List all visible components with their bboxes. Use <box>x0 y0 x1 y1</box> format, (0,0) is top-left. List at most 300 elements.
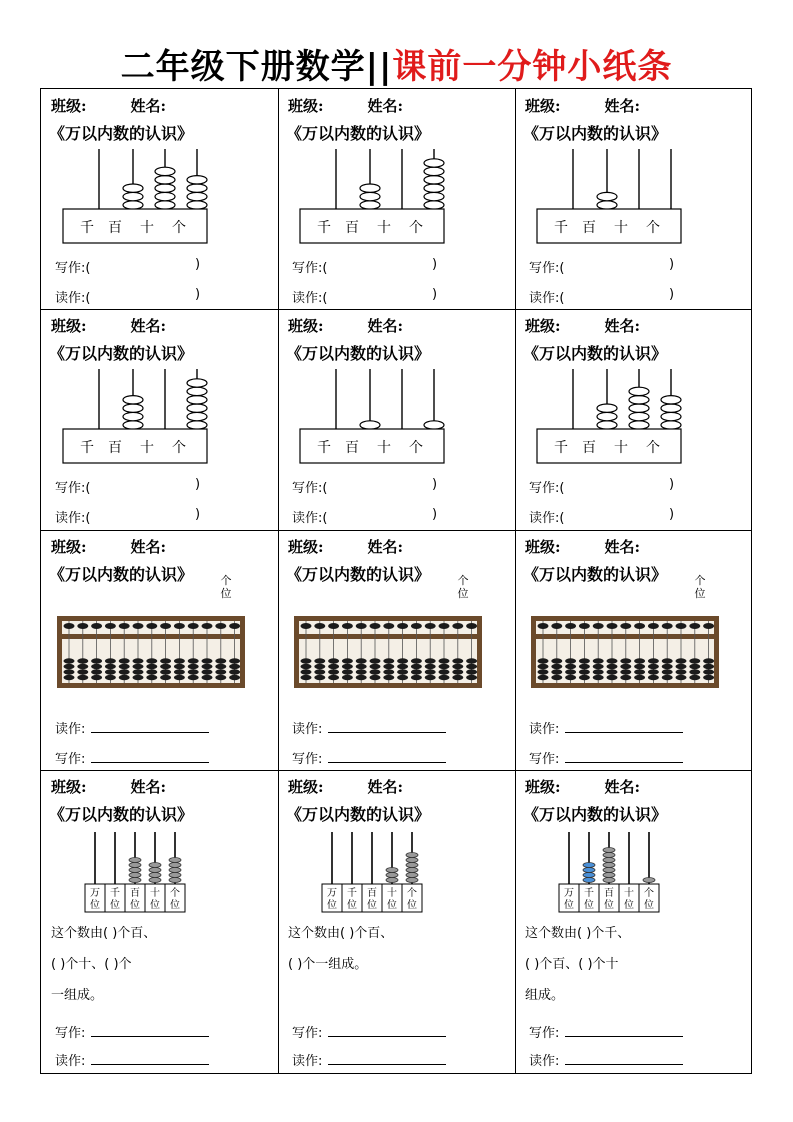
abacus-bead <box>466 675 477 680</box>
worksheet-cell <box>515 530 752 770</box>
cell-header <box>51 315 166 336</box>
abacus-bead <box>597 192 617 200</box>
place-label: 千 <box>554 220 568 236</box>
read-answer-line: 读作:( ) <box>55 507 201 526</box>
abacus-bead <box>593 664 604 669</box>
question-text: ( )个百、( )个十 <box>525 957 619 972</box>
worksheet-cell <box>41 89 278 309</box>
abacus-bead <box>146 664 157 669</box>
abacus-bead <box>597 404 617 412</box>
abacus-bead <box>301 658 312 663</box>
class-label: 班级: <box>51 538 87 556</box>
abacus-bead <box>452 675 463 680</box>
abacus-bead <box>424 421 444 429</box>
place-label: 百 <box>108 220 122 236</box>
abacus-bead <box>593 669 604 674</box>
abacus-bead <box>328 658 339 663</box>
abacus-bead <box>202 669 213 674</box>
abacus-bead <box>187 192 207 200</box>
abacus-bead <box>603 878 615 883</box>
place-label: 千 <box>347 888 357 899</box>
worksheet-cell <box>515 309 752 530</box>
place-label: 万 <box>90 888 100 899</box>
abacus-bead <box>314 675 325 680</box>
abacus-bead <box>360 201 380 209</box>
cell-header <box>51 536 166 557</box>
abacus-bead <box>370 669 381 674</box>
read-answer-line: 读作:( ) <box>292 287 438 306</box>
abacus-bead <box>661 396 681 404</box>
abacus-bead <box>169 878 181 883</box>
abacus-bead <box>689 675 700 680</box>
abacus-bead <box>105 658 116 663</box>
abacus-bead <box>629 387 649 395</box>
place-label: 位 <box>387 900 397 911</box>
class-label: 班级: <box>525 97 561 115</box>
abacus-bead <box>583 863 595 868</box>
abacus-bead <box>383 658 394 663</box>
cell-header <box>51 95 166 116</box>
abacus-bead <box>466 623 477 629</box>
place-label: 千 <box>554 440 568 456</box>
abacus-bead <box>149 873 161 878</box>
class-label: 班级: <box>288 778 324 796</box>
abacus-bead <box>383 675 394 680</box>
abacus-bead <box>411 664 422 669</box>
abacus-bead <box>538 675 549 680</box>
write-answer-line: 写作: <box>292 1022 446 1041</box>
abacus-bead <box>174 664 185 669</box>
place-label: 个 <box>172 440 186 456</box>
abacus-bead <box>603 873 615 878</box>
abacus-bead <box>215 669 226 674</box>
abacus-bead <box>425 669 436 674</box>
write-answer-line: 写作: <box>55 748 209 767</box>
abacus-bead <box>229 658 240 663</box>
abacus-bead <box>397 623 408 629</box>
abacus-bead <box>133 658 144 663</box>
abacus-bead <box>370 658 381 663</box>
abacus-bead <box>565 664 576 669</box>
place-label: 百 <box>582 440 596 456</box>
abacus-bead <box>425 623 436 629</box>
abacus-bead <box>188 664 199 669</box>
abacus-bead <box>105 623 116 629</box>
worksheet-cell <box>278 770 515 1074</box>
abacus-bead <box>565 658 576 663</box>
abacus-bead <box>215 675 226 680</box>
abacus-bead <box>703 623 714 629</box>
abacus-bead <box>565 675 576 680</box>
abacus-bead <box>215 658 226 663</box>
abacus-bead <box>603 868 615 873</box>
abacus-bead <box>91 664 102 669</box>
abacus-bead <box>607 669 618 674</box>
place-label: 位 <box>347 900 357 911</box>
abacus-bead <box>105 664 116 669</box>
abacus-bead <box>662 664 673 669</box>
abacus-bead <box>439 669 450 674</box>
abacus-bead <box>538 664 549 669</box>
abacus-bead <box>452 664 463 669</box>
abacus-bead <box>123 184 143 192</box>
abacus-bead <box>77 669 88 674</box>
worksheet-cell <box>41 530 278 770</box>
abacus-bead <box>64 669 75 674</box>
abacus-bead <box>538 658 549 663</box>
abacus-beam <box>299 634 477 639</box>
cell-header <box>525 776 640 797</box>
abacus-bead <box>328 675 339 680</box>
abacus-bead <box>119 675 130 680</box>
abacus-bead <box>583 878 595 883</box>
abacus-bead <box>425 658 436 663</box>
abacus-bead <box>119 669 130 674</box>
place-label: 百 <box>604 888 614 899</box>
abacus-bead <box>634 658 645 663</box>
abacus-bead <box>187 404 207 412</box>
place-label: 十 <box>624 888 634 899</box>
abacus-diagram <box>57 143 257 253</box>
abacus-bead <box>133 664 144 669</box>
cell-header <box>525 315 640 336</box>
cell-header <box>51 776 166 797</box>
abacus-bead <box>146 669 157 674</box>
abacus-bead <box>155 192 175 200</box>
place-label: 位 <box>150 900 160 911</box>
abacus-bead <box>91 669 102 674</box>
abacus-bead <box>397 664 408 669</box>
abacus-bead <box>411 658 422 663</box>
abacus-bead <box>597 421 617 429</box>
cell-topic: 《万以内数的认识》 <box>286 124 431 143</box>
abacus-diagram <box>551 828 711 918</box>
abacus-bead <box>386 868 398 873</box>
abacus-bead <box>146 623 157 629</box>
place-label: 个 <box>170 888 180 899</box>
worksheet-grid <box>40 88 752 1074</box>
abacus-bead <box>77 664 88 669</box>
place-label: 位 <box>644 900 654 911</box>
abacus-bead <box>629 412 649 420</box>
abacus-bead <box>406 873 418 878</box>
place-label: 十 <box>387 888 397 899</box>
abacus-bead <box>593 675 604 680</box>
abacus-bead <box>342 675 353 680</box>
place-label: 个 <box>646 220 660 236</box>
place-label: 个 <box>409 440 423 456</box>
abacus-bead <box>301 675 312 680</box>
question-text: ( )个十、( )个 <box>51 957 132 972</box>
place-label: 位 <box>327 900 337 911</box>
worksheet-cell <box>278 89 515 309</box>
question-text: 这个数由( )个百、 <box>288 926 394 941</box>
abacus-bead <box>579 675 590 680</box>
write-answer-line: 写作:( ) <box>55 257 201 276</box>
abacus-bead <box>229 669 240 674</box>
chinese-abacus-image <box>57 616 245 688</box>
abacus-bead <box>155 201 175 209</box>
abacus-bead <box>452 623 463 629</box>
abacus-bead <box>91 658 102 663</box>
abacus-bead <box>439 623 450 629</box>
abacus-bead <box>328 623 339 629</box>
abacus-diagram <box>531 143 731 253</box>
name-label: 姓名: <box>604 538 641 556</box>
write-answer-line: 写作:( ) <box>292 257 438 276</box>
abacus-bead <box>64 675 75 680</box>
place-label: 十 <box>140 220 154 236</box>
abacus-bead <box>620 669 631 674</box>
abacus-bead <box>314 664 325 669</box>
abacus-bead <box>579 664 590 669</box>
abacus-bead <box>620 658 631 663</box>
worksheet-cell <box>41 309 278 530</box>
abacus-bead <box>314 623 325 629</box>
abacus-bead <box>424 176 444 184</box>
name-label: 姓名: <box>130 538 167 556</box>
place-label: 千 <box>80 220 94 236</box>
read-answer-line: 读作:( ) <box>529 507 675 526</box>
abacus-bead <box>342 664 353 669</box>
abacus-bead <box>169 868 181 873</box>
read-answer-line: 读作: <box>55 718 209 737</box>
abacus-bead <box>703 664 714 669</box>
place-label: 百 <box>345 440 359 456</box>
write-answer-line: 写作: <box>55 1022 209 1041</box>
abacus-bead <box>129 863 141 868</box>
cell-topic: 《万以内数的认识》 <box>49 124 194 143</box>
abacus-bead <box>328 664 339 669</box>
abacus-bead <box>689 664 700 669</box>
abacus-bead <box>187 412 207 420</box>
abacus-bead <box>439 658 450 663</box>
place-label: 十 <box>140 440 154 456</box>
abacus-bead <box>411 669 422 674</box>
abacus-bead <box>342 658 353 663</box>
abacus-bead <box>123 396 143 404</box>
abacus-bead <box>174 623 185 629</box>
abacus-bead <box>603 853 615 858</box>
abacus-bead <box>370 675 381 680</box>
abacus-bead <box>648 669 659 674</box>
cell-topic: 《万以内数的认识》 <box>286 805 431 824</box>
place-label: 百 <box>582 220 596 236</box>
name-label: 姓名: <box>130 778 167 796</box>
abacus-bead <box>551 658 562 663</box>
abacus-bead <box>538 623 549 629</box>
abacus-beam <box>536 634 714 639</box>
abacus-bead <box>314 669 325 674</box>
abacus-bead <box>155 167 175 175</box>
abacus-bead <box>146 658 157 663</box>
cell-topic: 《万以内数的认识》 <box>523 124 668 143</box>
abacus-bead <box>356 623 367 629</box>
page-title: 二年级下册数学||课前一分钟小纸条 <box>120 47 673 87</box>
read-answer-line: 读作:( ) <box>529 287 675 306</box>
abacus-bead <box>149 878 161 883</box>
abacus-bead <box>342 669 353 674</box>
cell-topic: 《万以内数的认识》 <box>49 344 194 363</box>
read-answer-line: 读作: <box>529 718 683 737</box>
abacus-bead <box>91 675 102 680</box>
abacus-bead <box>129 878 141 883</box>
question-text: 这个数由( )个百、 <box>51 926 157 941</box>
abacus-bead <box>64 623 75 629</box>
abacus-bead <box>466 658 477 663</box>
abacus-bead <box>397 675 408 680</box>
place-label: 千 <box>80 440 94 456</box>
abacus-bead <box>676 664 687 669</box>
place-label: 百 <box>367 888 377 899</box>
worksheet-cell <box>515 89 752 309</box>
abacus-bead <box>397 669 408 674</box>
class-label: 班级: <box>525 778 561 796</box>
abacus-bead <box>215 664 226 669</box>
abacus-bead <box>133 669 144 674</box>
abacus-bead <box>202 675 213 680</box>
abacus-bead <box>439 664 450 669</box>
read-answer-line: 读作: <box>292 718 446 737</box>
abacus-bead <box>466 669 477 674</box>
abacus-bead <box>424 192 444 200</box>
chinese-abacus-image <box>531 616 719 688</box>
class-label: 班级: <box>51 317 87 335</box>
place-label: 位 <box>170 900 180 911</box>
abacus-bead <box>662 669 673 674</box>
abacus-bead <box>551 623 562 629</box>
abacus-bead <box>356 664 367 669</box>
abacus-bead <box>661 412 681 420</box>
cell-header <box>288 776 403 797</box>
write-answer-line: 写作: <box>292 748 446 767</box>
abacus-bead <box>648 664 659 669</box>
place-label: 位 <box>367 900 377 911</box>
place-label: 千 <box>584 888 594 899</box>
abacus-bead <box>301 669 312 674</box>
place-label: 位 <box>604 900 614 911</box>
place-label: 十 <box>614 440 628 456</box>
place-label: 位 <box>584 900 594 911</box>
cell-header <box>525 536 640 557</box>
worksheet-cell <box>515 770 752 1074</box>
abacus-diagram <box>294 143 494 253</box>
abacus-bead <box>133 623 144 629</box>
abacus-bead <box>188 623 199 629</box>
abacus-bead <box>187 379 207 387</box>
cell-topic: 《万以内数的认识》 <box>286 565 431 584</box>
abacus-bead <box>593 658 604 663</box>
abacus-bead <box>328 669 339 674</box>
cell-topic: 《万以内数的认识》 <box>523 565 668 584</box>
abacus-bead <box>119 658 130 663</box>
abacus-bead <box>565 669 576 674</box>
abacus-bead <box>703 669 714 674</box>
abacus-bead <box>662 623 673 629</box>
abacus-bead <box>360 192 380 200</box>
abacus-bead <box>187 176 207 184</box>
abacus-bead <box>123 412 143 420</box>
abacus-bead <box>360 184 380 192</box>
write-answer-line: 写作:( ) <box>55 477 201 496</box>
abacus-bead <box>648 675 659 680</box>
abacus-bead <box>629 404 649 412</box>
abacus-bead <box>386 873 398 878</box>
abacus-bead <box>174 658 185 663</box>
abacus-bead <box>160 623 171 629</box>
abacus-bead <box>406 853 418 858</box>
place-label: 个 <box>644 888 654 899</box>
abacus-bead <box>123 404 143 412</box>
abacus-bead <box>424 159 444 167</box>
class-label: 班级: <box>288 97 324 115</box>
cell-topic: 《万以内数的认识》 <box>523 344 668 363</box>
abacus-bead <box>383 669 394 674</box>
place-label: 十 <box>377 440 391 456</box>
abacus-bead <box>676 675 687 680</box>
abacus-bead <box>406 868 418 873</box>
chinese-abacus-image <box>294 616 482 688</box>
abacus-bead <box>397 658 408 663</box>
abacus-bead <box>703 675 714 680</box>
class-label: 班级: <box>525 538 561 556</box>
abacus-bead <box>593 623 604 629</box>
name-label: 姓名: <box>367 538 404 556</box>
cell-topic: 《万以内数的认识》 <box>49 565 194 584</box>
abacus-bead <box>77 675 88 680</box>
abacus-bead <box>551 669 562 674</box>
write-answer-line: 写作:( ) <box>292 477 438 496</box>
abacus-bead <box>133 675 144 680</box>
question-text: 这个数由( )个千、 <box>525 926 631 941</box>
abacus-bead <box>439 675 450 680</box>
ones-place-label: 个位 <box>220 574 232 600</box>
write-answer-line: 写作: <box>529 748 683 767</box>
place-label: 百 <box>130 888 140 899</box>
abacus-bead <box>188 675 199 680</box>
abacus-diagram <box>57 363 257 473</box>
abacus-bead <box>174 675 185 680</box>
abacus-bead <box>634 675 645 680</box>
abacus-bead <box>229 664 240 669</box>
abacus-bead <box>406 863 418 868</box>
abacus-bead <box>383 623 394 629</box>
abacus-bead <box>187 396 207 404</box>
abacus-bead <box>169 858 181 863</box>
abacus-bead <box>597 201 617 209</box>
abacus-bead <box>149 868 161 873</box>
cell-header <box>525 95 640 116</box>
abacus-bead <box>119 664 130 669</box>
class-label: 班级: <box>288 317 324 335</box>
abacus-bead <box>229 675 240 680</box>
place-label: 个 <box>646 440 660 456</box>
abacus-bead <box>597 412 617 420</box>
abacus-bead <box>676 658 687 663</box>
abacus-bead <box>301 623 312 629</box>
cell-topic: 《万以内数的认识》 <box>523 805 668 824</box>
abacus-bead <box>155 176 175 184</box>
name-label: 姓名: <box>130 97 167 115</box>
abacus-bead <box>620 664 631 669</box>
abacus-bead <box>689 658 700 663</box>
abacus-bead <box>149 863 161 868</box>
abacus-bead <box>466 664 477 669</box>
abacus-bead <box>689 623 700 629</box>
abacus-bead <box>565 623 576 629</box>
write-answer-line: 写作:( ) <box>529 257 675 276</box>
ones-place-label: 个位 <box>694 574 706 600</box>
